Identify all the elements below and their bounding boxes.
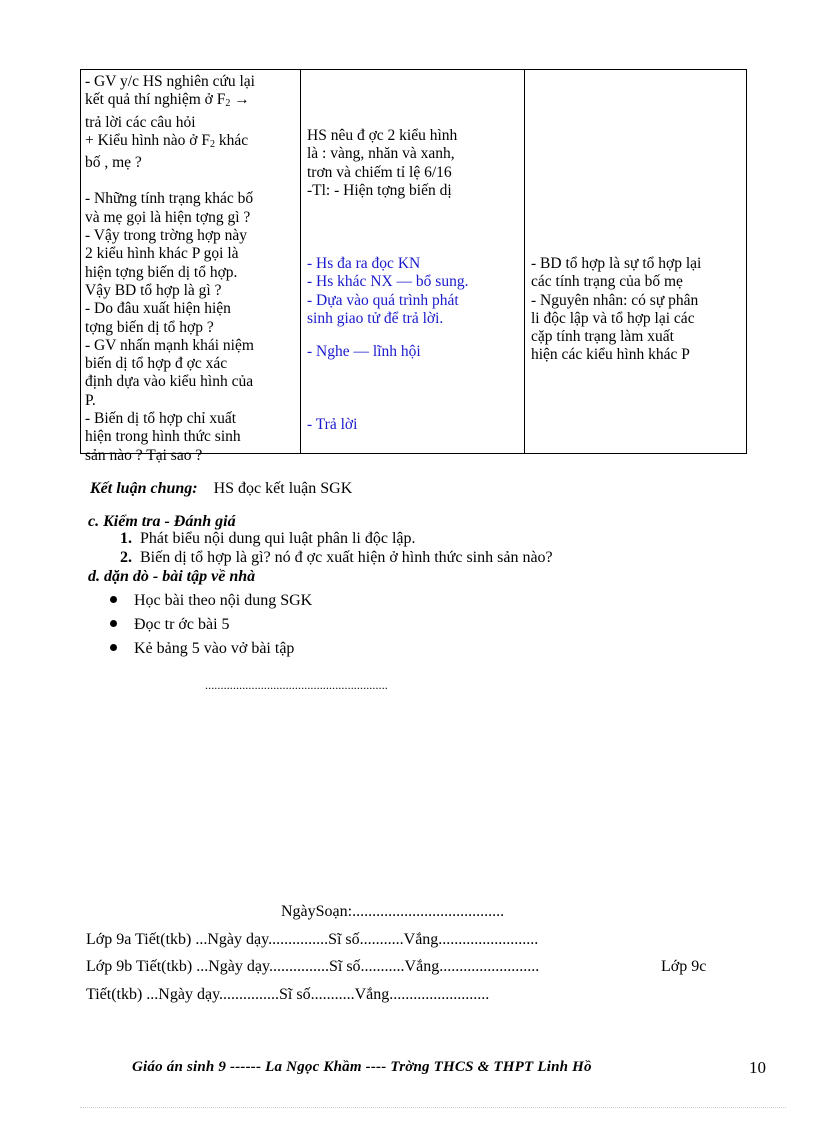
teacher-line: + Kiểu hình nào ở $F_2$ khác	[85, 131, 249, 150]
footer-title: Giáo án sinh 9 ------ La Ngọc Khầm ---- Trờng THCS & THPT Linh Hồ	[132, 1059, 592, 1075]
column-divider-1	[300, 70, 301, 453]
lesson-table	[80, 69, 747, 464]
homework-item: Đọc tr ớc bài 5	[134, 616, 230, 633]
teacher-line: 2 kiểu hình khác P gọi là	[85, 245, 239, 263]
student-response-line: - Hs đa ra đọc KN	[307, 255, 421, 272]
teacher-line: và mẹ gọi là hiện tợng gì ?	[85, 208, 251, 226]
check-item-1: 1. Phát biểu nội dung qui luật phân li độc lập.	[120, 530, 416, 547]
teacher-line: định dựa vào kiểu hình của	[85, 373, 254, 391]
teacher-line: biến dị tổ hợp đ ợc xác	[85, 355, 228, 373]
class-9b-row: Lớp 9b Tiết(tkb) ...Ngày dạy...............Sĩ số...........Vắng.........................	[86, 958, 540, 975]
teacher-line: trả lời các câu hỏi	[85, 113, 196, 131]
teacher-line: - Những tính trạng khác bố	[85, 190, 254, 208]
student-line: là : vàng, nhăn và xanh,	[307, 145, 455, 163]
teacher-line: hiện trong hình thức sinh	[85, 428, 241, 446]
homework-item: Học bài theo nội dung SGK	[134, 592, 313, 609]
preparation-date: NgàySoạn:......................................	[281, 903, 505, 920]
teacher-line: - GV nhấn mạnh khái niệm	[85, 336, 254, 354]
teacher-line: bố , mẹ ?	[85, 154, 142, 172]
teacher-line: tợng biến dị tổ hợp ?	[85, 318, 214, 336]
content-line: - Nguyên nhân: có sự phân	[531, 291, 699, 309]
page-number: 10	[749, 1058, 766, 1077]
bullet-icon	[110, 620, 117, 627]
content-cell	[531, 255, 745, 365]
bullet-icon	[110, 596, 117, 603]
student-line: -Tl: - Hiện tợng biến dị	[307, 181, 452, 199]
content-line: - BD tổ hợp là sự tổ hợp lại	[531, 255, 702, 272]
teacher-line: sản nào ? Tại sao ?	[85, 446, 203, 464]
content-line: hiện các kiểu hình khác P	[531, 346, 690, 364]
bottom-dotted-rule	[80, 1107, 786, 1108]
teacher-line: - Vậy trong trờng hợp này	[85, 227, 248, 245]
class-9a-row: Lớp 9a Tiết(tkb) ...Ngày dạy...............Sĩ số...........Vắng.........................	[86, 931, 539, 948]
column-divider-2	[524, 70, 525, 453]
teacher-line: Vậy BD tổ hợp là gì ?	[85, 281, 222, 299]
student-line: trơn và chiếm tỉ lệ 6/16	[307, 163, 452, 181]
homework-heading: d. dặn dò - bài tập về nhà	[88, 568, 256, 585]
student-response-line: - Hs khác NX — bổ sung.	[307, 273, 469, 291]
class-9c-label: Lớp 9c	[661, 958, 707, 975]
conclusion-label: Kết luận chung:	[90, 480, 198, 497]
general-conclusion	[90, 479, 352, 498]
student-response-line: - Dựa vào quá trình phát	[307, 291, 459, 309]
student-response-line: sinh giao tử để trả lời.	[307, 309, 444, 327]
conclusion-text: HS đọc kết luận SGK	[213, 480, 353, 497]
student-activity-cell	[307, 127, 521, 200]
check-heading: c. Kiểm tra - Đánh giá	[88, 513, 236, 530]
student-response-cell	[307, 416, 521, 434]
student-response-cell	[307, 343, 521, 361]
teacher-line: P.	[85, 391, 96, 409]
teacher-line: - GV y/c HS nghiên cứu lại	[85, 73, 255, 90]
student-response-cell	[307, 255, 521, 328]
teacher-line: hiện tợng biến dị tổ hợp.	[85, 263, 238, 281]
teacher-line: kết quả thí nghiệm ở $F_2$ →	[85, 91, 250, 110]
teacher-line: - Do đâu xuất hiện hiện	[85, 300, 231, 318]
student-response-line: - Nghe — lĩnh hội	[307, 343, 421, 360]
teacher-line: - Biến dị tổ hợp chỉ xuất	[85, 410, 237, 428]
content-line: li độc lập và tổ hợp lại các	[531, 309, 695, 327]
content-line: cặp tính trạng làm xuất	[531, 328, 674, 346]
class-9c-row: Tiết(tkb) ...Ngày dạy...............Sĩ số...........Vắng.........................	[86, 986, 490, 1003]
student-line: HS nêu đ ợc 2 kiểu hình	[307, 127, 458, 144]
student-response-line: - Trả lời	[307, 416, 358, 433]
check-item-2: 2. Biến dị tổ hợp là gì? nó đ ợc xuất hiện ở hình thức sinh sản nào?	[120, 549, 553, 566]
dotted-separator: ...........................................................	[205, 678, 388, 692]
teacher-activity-cell	[85, 73, 297, 465]
content-line: các tính trạng của bố mẹ	[531, 273, 683, 291]
homework-item: Kẻ bảng 5 vào vở bài tập	[134, 640, 295, 657]
bullet-icon	[110, 644, 117, 651]
